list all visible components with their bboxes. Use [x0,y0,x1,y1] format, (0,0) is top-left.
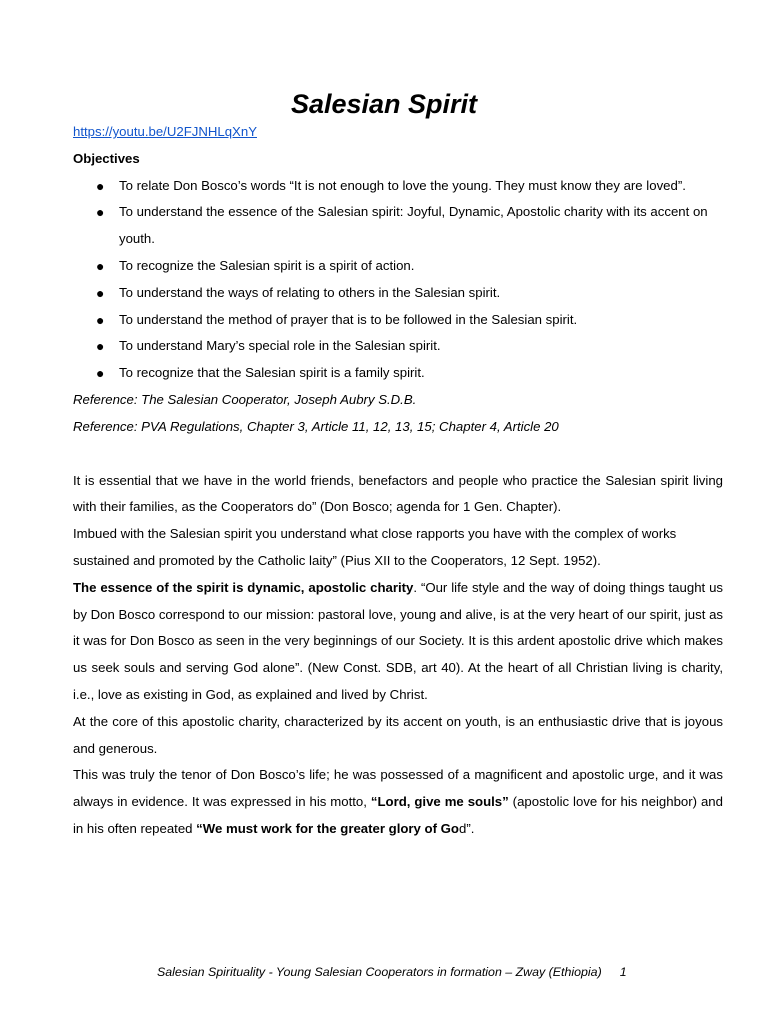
bullet-icon: ● [96,311,105,328]
objective-text: To recognize that the Salesian spirit is a family spirit. [119,365,425,381]
paragraph-5-text-a: This was truly the tenor of Don Bosco’s life; he was possessed of a magnificent and apostolic urge, and it was always in evidence. It was expressed in his motto, [73,767,723,810]
paragraph-4: At the core of this apostolic charity, characterized by its accent on youth, is an enthusiastic drive that is joyous and generous. [73,713,723,756]
motto-quote: “Lord, give me souls” [370,794,509,810]
paragraph-3-bold: The essence of the spirit is dynamic, apostolic charity [73,579,414,595]
paragraph-5 [73,762,723,842]
document-content [73,119,723,843]
page-title: Salesian Spirit [290,89,478,119]
bullet-icon: ● [96,257,105,274]
bullet-icon: ● [96,365,105,382]
objective-text: To relate Don Bosco’s words “It is not enough to love the young. They must know they are loved”. [119,177,686,193]
list-item [73,307,723,334]
reference-2: Reference: PVA Regulations, Chapter 3, Article 11, 12, 13, 15; Chapter 4, Article 20 [73,418,559,434]
reference-1: Reference: The Salesian Cooperator, Joseph Aubry S.D.B. [73,391,417,407]
list-item [73,173,723,200]
list-item [73,280,723,307]
bullet-icon: ● [96,204,105,221]
list-item [73,333,723,360]
paragraph-1: It is essential that we have in the world friends, benefactors and people who practice the Salesian spirit living with their families, as the Cooperators do” (Don Bosco; agenda for 1 Gen. Chapter). [73,472,723,515]
objective-text: To understand the ways of relating to others in the Salesian spirit. [119,284,501,300]
paragraph-2: Imbued with the Salesian spirit you understand what close rapports you have with the complex of works sustained and promoted by the Catholic laity” (Pius XII to the Cooperators, 12 Sept. 1952). [73,526,677,568]
objective-text: To understand the method of prayer that is to be followed in the Salesian spirit. [119,311,578,327]
paragraph-3 [73,575,723,709]
list-item [73,253,723,280]
objectives-list [73,173,723,387]
paragraph-3-text: . “Our life style and the way of doing things taught us by Don Bosco correspond to our mission: pastoral love, young and alive, is at the very heart of our spirit, just as it was for Don Bosco as seen in the very beginnings of our Society. It is this ardent apostolic drive which makes us seek souls and serving God alone”. (New Const. SDB, art 40). At the heart of all Christian living is charity, i.e., love as existing in God, as explained and lived by Christ. [73,579,724,702]
video-link[interactable]: https://youtu.be/U2FJNHLqXnY [73,124,257,139]
paragraph-5-text-e: d”. [458,820,475,836]
bullet-icon: ● [96,338,105,355]
objective-text: To recognize the Salesian spirit is a spirit of action. [119,257,415,273]
repeated-quote: “We must work for the greater glory of Go [196,820,459,836]
objective-text: To understand the essence of the Salesian spirit: Joyful, Dynamic, Apostolic charity with its accent on youth. [119,204,708,247]
bullet-icon: ● [96,177,105,194]
page-number: 1 [619,965,627,979]
objectives-heading: Objectives [73,150,140,166]
objective-text: To understand Mary’s special role in the Salesian spirit. [119,338,441,354]
list-item [73,199,723,253]
list-item [73,360,723,387]
bullet-icon: ● [96,284,105,301]
page-footer [157,962,627,982]
spacer [73,441,723,468]
footer-text: Salesian Spirituality - Young Salesian Cooperators in formation – Zway (Ethiopia) [157,965,602,979]
paragraph-5-text-c: (apostolic love for his neighbor) and in his often repeated [73,794,723,836]
